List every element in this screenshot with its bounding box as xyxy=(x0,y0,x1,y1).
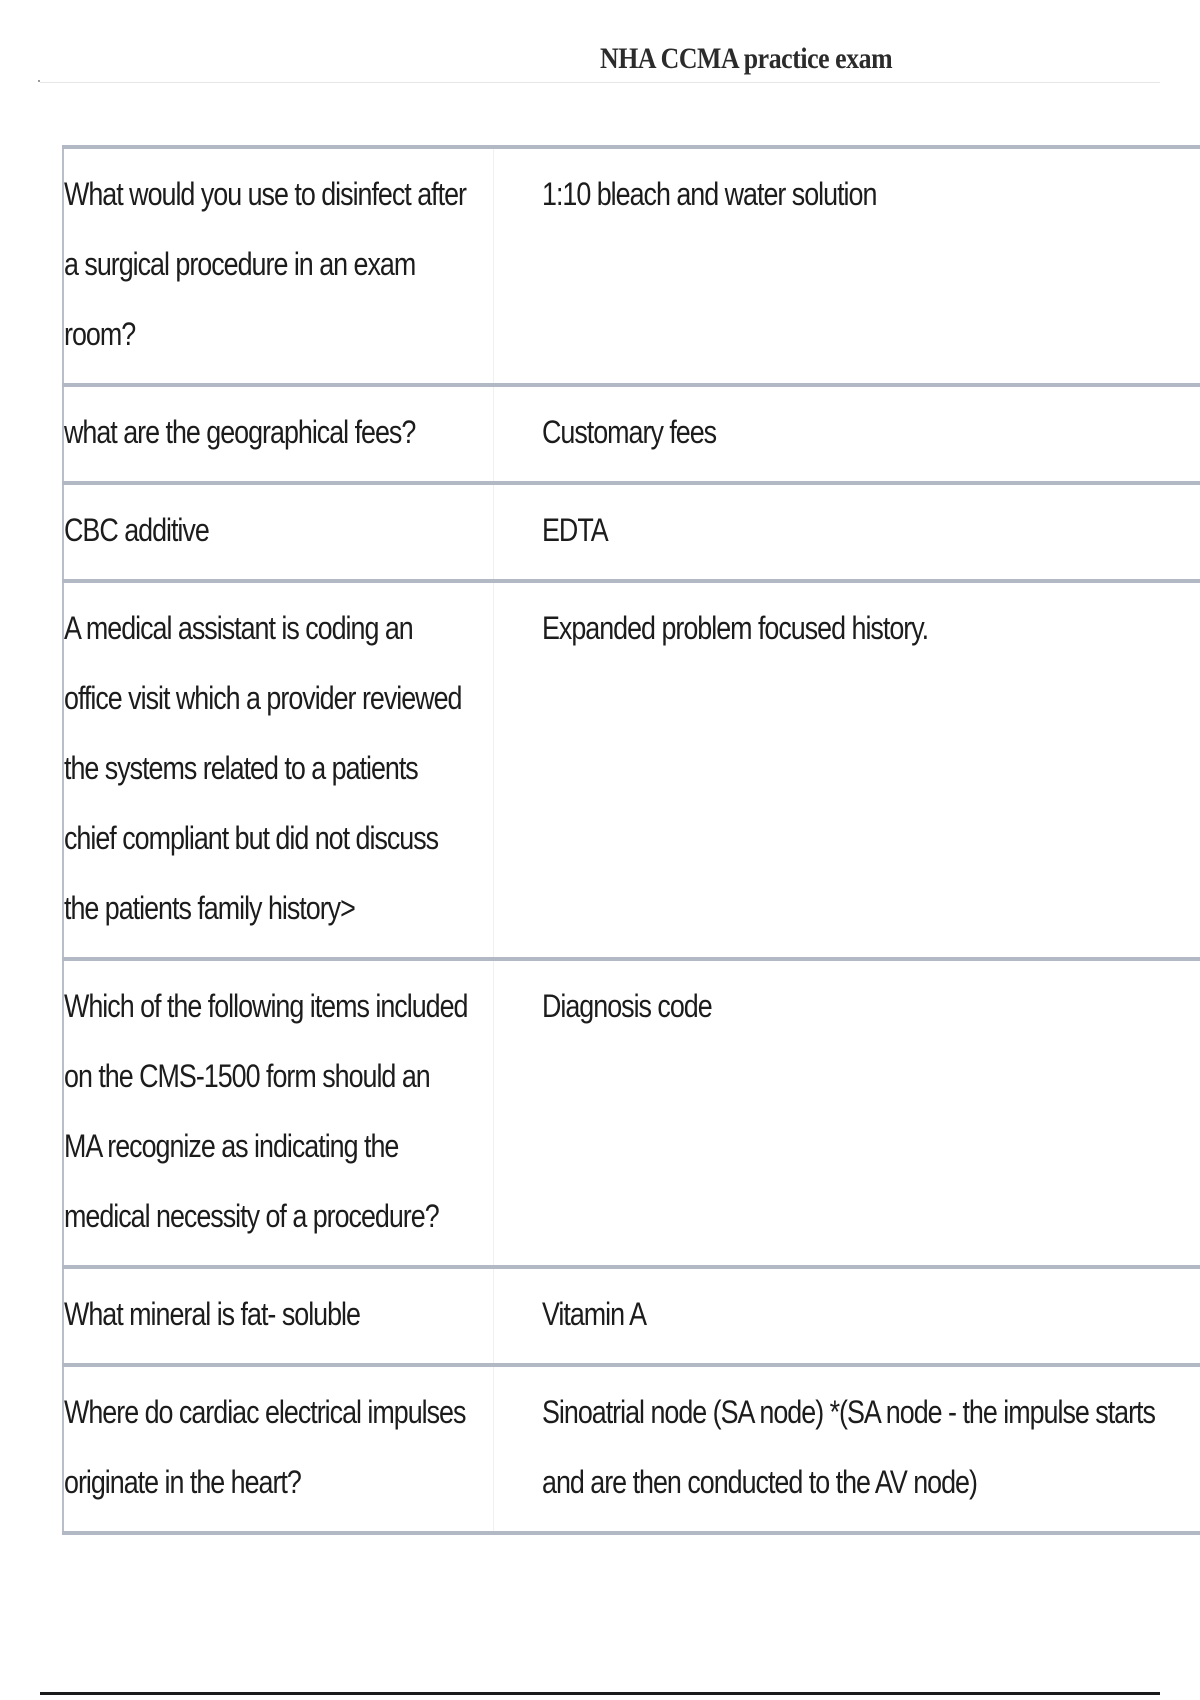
table-row xyxy=(63,959,1200,1267)
definition-cell xyxy=(494,483,1200,581)
term-cell xyxy=(63,385,494,483)
page-title: NHA CCMA practice exam xyxy=(600,42,893,75)
term-cell xyxy=(63,483,494,581)
definition-text: Sinoatrial node (SA node) *(SA node - the impulse starts and are then conducted to the AV node) xyxy=(542,1394,1155,1500)
term-text: what are the geographical fees? xyxy=(64,414,416,450)
term-text: CBC additive xyxy=(64,512,209,548)
definition-cell xyxy=(494,147,1200,385)
table-row xyxy=(63,1267,1200,1365)
term-cell xyxy=(63,1365,494,1533)
term-cell xyxy=(63,147,494,385)
table-row xyxy=(63,1365,1200,1533)
term-cell xyxy=(63,1267,494,1365)
table-row xyxy=(63,581,1200,959)
definition-text: 1:10 bleach and water solution xyxy=(542,176,877,212)
table-row xyxy=(63,483,1200,581)
definition-text: Vitamin A xyxy=(542,1296,646,1332)
definition-cell xyxy=(494,959,1200,1267)
term-text: What mineral is fat- soluble xyxy=(64,1296,360,1332)
definition-cell xyxy=(494,385,1200,483)
term-text: A medical assistant is coding an office visit which a provider reviewed the systems related to a patients chief compliant but did not discuss the patients family history> xyxy=(64,610,462,926)
table-row xyxy=(63,385,1200,483)
term-text: Where do cardiac electrical impulses originate in the heart? xyxy=(64,1394,466,1500)
definition-text: Diagnosis code xyxy=(542,988,712,1024)
definition-text: Expanded problem focused history. xyxy=(542,610,929,646)
definition-text: EDTA xyxy=(542,512,608,548)
definition-text: Customary fees xyxy=(542,414,717,450)
flashcard-table xyxy=(62,145,1200,1535)
definition-cell xyxy=(494,1267,1200,1365)
margin-mark xyxy=(38,80,40,82)
term-text: Which of the following items included on the CMS-1500 form should an MA recognize as indicating the medical necessity of a procedure? xyxy=(64,988,468,1234)
term-text: What would you use to disinfect after a surgical procedure in an exam room? xyxy=(64,176,466,352)
table-row xyxy=(63,147,1200,385)
term-cell xyxy=(63,959,494,1267)
definition-cell xyxy=(494,581,1200,959)
term-cell xyxy=(63,581,494,959)
page-header xyxy=(40,36,1160,83)
definition-cell xyxy=(494,1365,1200,1533)
footer-rule xyxy=(40,1692,1160,1695)
